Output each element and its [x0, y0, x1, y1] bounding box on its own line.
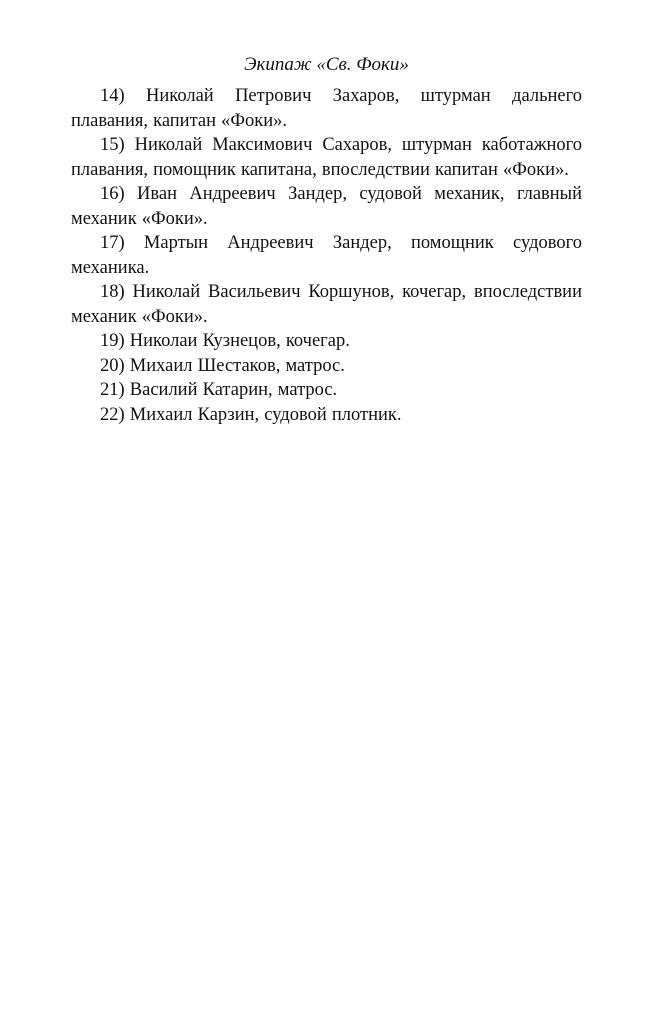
- crew-entry-22: 22) Михаил Карзин, судовой плотник.: [100, 404, 402, 425]
- crew-entry-19: 19) Николаи Кузнецов, кочегар.: [100, 331, 350, 351]
- crew-entry-14: 14) Николай Петрович Захаров, штурман дальнего плавания, капитан «Фоки».: [71, 86, 582, 131]
- crew-list: [71, 84, 582, 427]
- document-page: [71, 52, 582, 427]
- crew-entry-20: 20) Михаил Шестаков, матрос.: [100, 355, 345, 376]
- crew-entry-16: 16) Иван Андреевич Зандер, судовой механик, главный механик «Фоки».: [71, 184, 582, 229]
- crew-entry-18: 18) Николай Васильевич Коршунов, кочегар, впоследствии механик «Фоки».: [71, 282, 582, 327]
- crew-entry-15: 15) Николай Максимович Сахаров, штурман каботажного плавания, помощник капитана, впоследствии капитан «Фоки».: [71, 135, 582, 180]
- running-header: Экипаж «Св. Фоки»: [244, 54, 409, 75]
- crew-entry-17: 17) Мартын Андреевич Зандер, помощник судового механика.: [71, 233, 582, 278]
- crew-entry-21: 21) Василий Катарин, матрос.: [100, 380, 338, 400]
